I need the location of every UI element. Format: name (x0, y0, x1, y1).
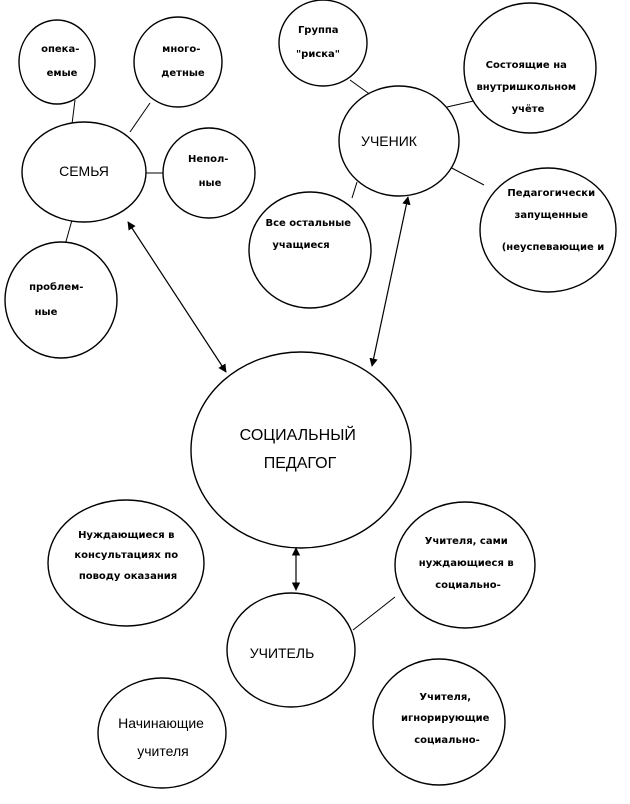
mnogodetnye-node (134, 17, 222, 107)
line-family-opekaemye (72, 100, 75, 124)
social-pedagogue-node (191, 352, 411, 548)
neglected-line-4: (неуспевающие и (501, 242, 605, 253)
teacher-label: УЧИТЕЛЬ (249, 645, 315, 661)
svg-text:Педагогически запущенные (502, 188, 605, 253)
opekaemye-line-2: емые (46, 68, 78, 79)
teachers-need-help-line-3: социально- (435, 580, 501, 591)
family-label: СЕМЬЯ (59, 163, 109, 179)
line-student-neglected (448, 166, 484, 185)
social-pedagogue-line-2: ПЕДАГОГ (263, 455, 337, 472)
consult-line-3: поводу оказания (78, 571, 178, 582)
teachers-need-help-line-1: Учителя, сами (424, 536, 508, 547)
risk-group-line-1: Группа (297, 25, 339, 36)
beginners-line-2: учителя (137, 743, 189, 759)
opekaemye-line-1: опека- (41, 44, 80, 55)
neglected-line-2: запущенные (514, 210, 588, 221)
consult-node (48, 500, 204, 626)
nepolnye-line-1: Непол- (188, 154, 229, 165)
mnogodetnye-line-2: детные (161, 68, 205, 79)
teachers-ignoring-line-1: Учителя, (419, 692, 472, 703)
beginners-line-1: Начинающие (118, 715, 204, 731)
problemnye-line-1: проблем- (29, 282, 84, 293)
nepolnye-node (163, 128, 255, 218)
line-family-mnogodetnye (130, 103, 150, 132)
mnogodetnye-line-1: много- (162, 44, 201, 55)
problemnye-node (5, 242, 117, 358)
family-cluster (5, 17, 255, 358)
neglected-node (480, 168, 616, 292)
arrow-student-center (372, 197, 408, 366)
opekaemye-node (19, 20, 95, 104)
arrow-family-center (128, 222, 226, 372)
registered-line-2: внутришкольном (476, 82, 577, 93)
teachers-ignoring-line-2: игнорирующие (401, 713, 490, 724)
registered-line-3: учёте (511, 104, 545, 115)
registered-line-1: Состоящие на (485, 60, 567, 71)
line-student-others (352, 182, 357, 198)
line-family-problemnye (65, 220, 72, 245)
nepolnye-line-2: ные (198, 178, 222, 189)
consult-line-2: консультациях по (74, 550, 179, 561)
teachers-ignoring-line-3: социально- (414, 735, 480, 746)
social-pedagogue-line-1: СОЦИАЛЬНЫЙ (239, 427, 356, 444)
neglected-line-1: Педагогически (507, 188, 596, 199)
other-students-line-2: учащиеся (272, 240, 330, 251)
student-label: УЧЕНИК (361, 133, 417, 149)
consult-line-1: Нуждающиеся в (78, 530, 175, 541)
other-students-line-1: Все остальные (265, 218, 352, 229)
beginners-node (98, 678, 226, 788)
teachers-need-help-line-2: нуждающиеся в (418, 558, 514, 569)
center-cluster (191, 352, 411, 548)
svg-text:Нуждающиеся в консультац (74, 530, 181, 582)
risk-group-node (279, 0, 367, 86)
line-teacher-need-help (353, 597, 395, 630)
problemnye-line-2: ные (34, 307, 58, 318)
risk-group-line-2: "риска" (295, 49, 341, 60)
student-cluster (249, 0, 616, 308)
